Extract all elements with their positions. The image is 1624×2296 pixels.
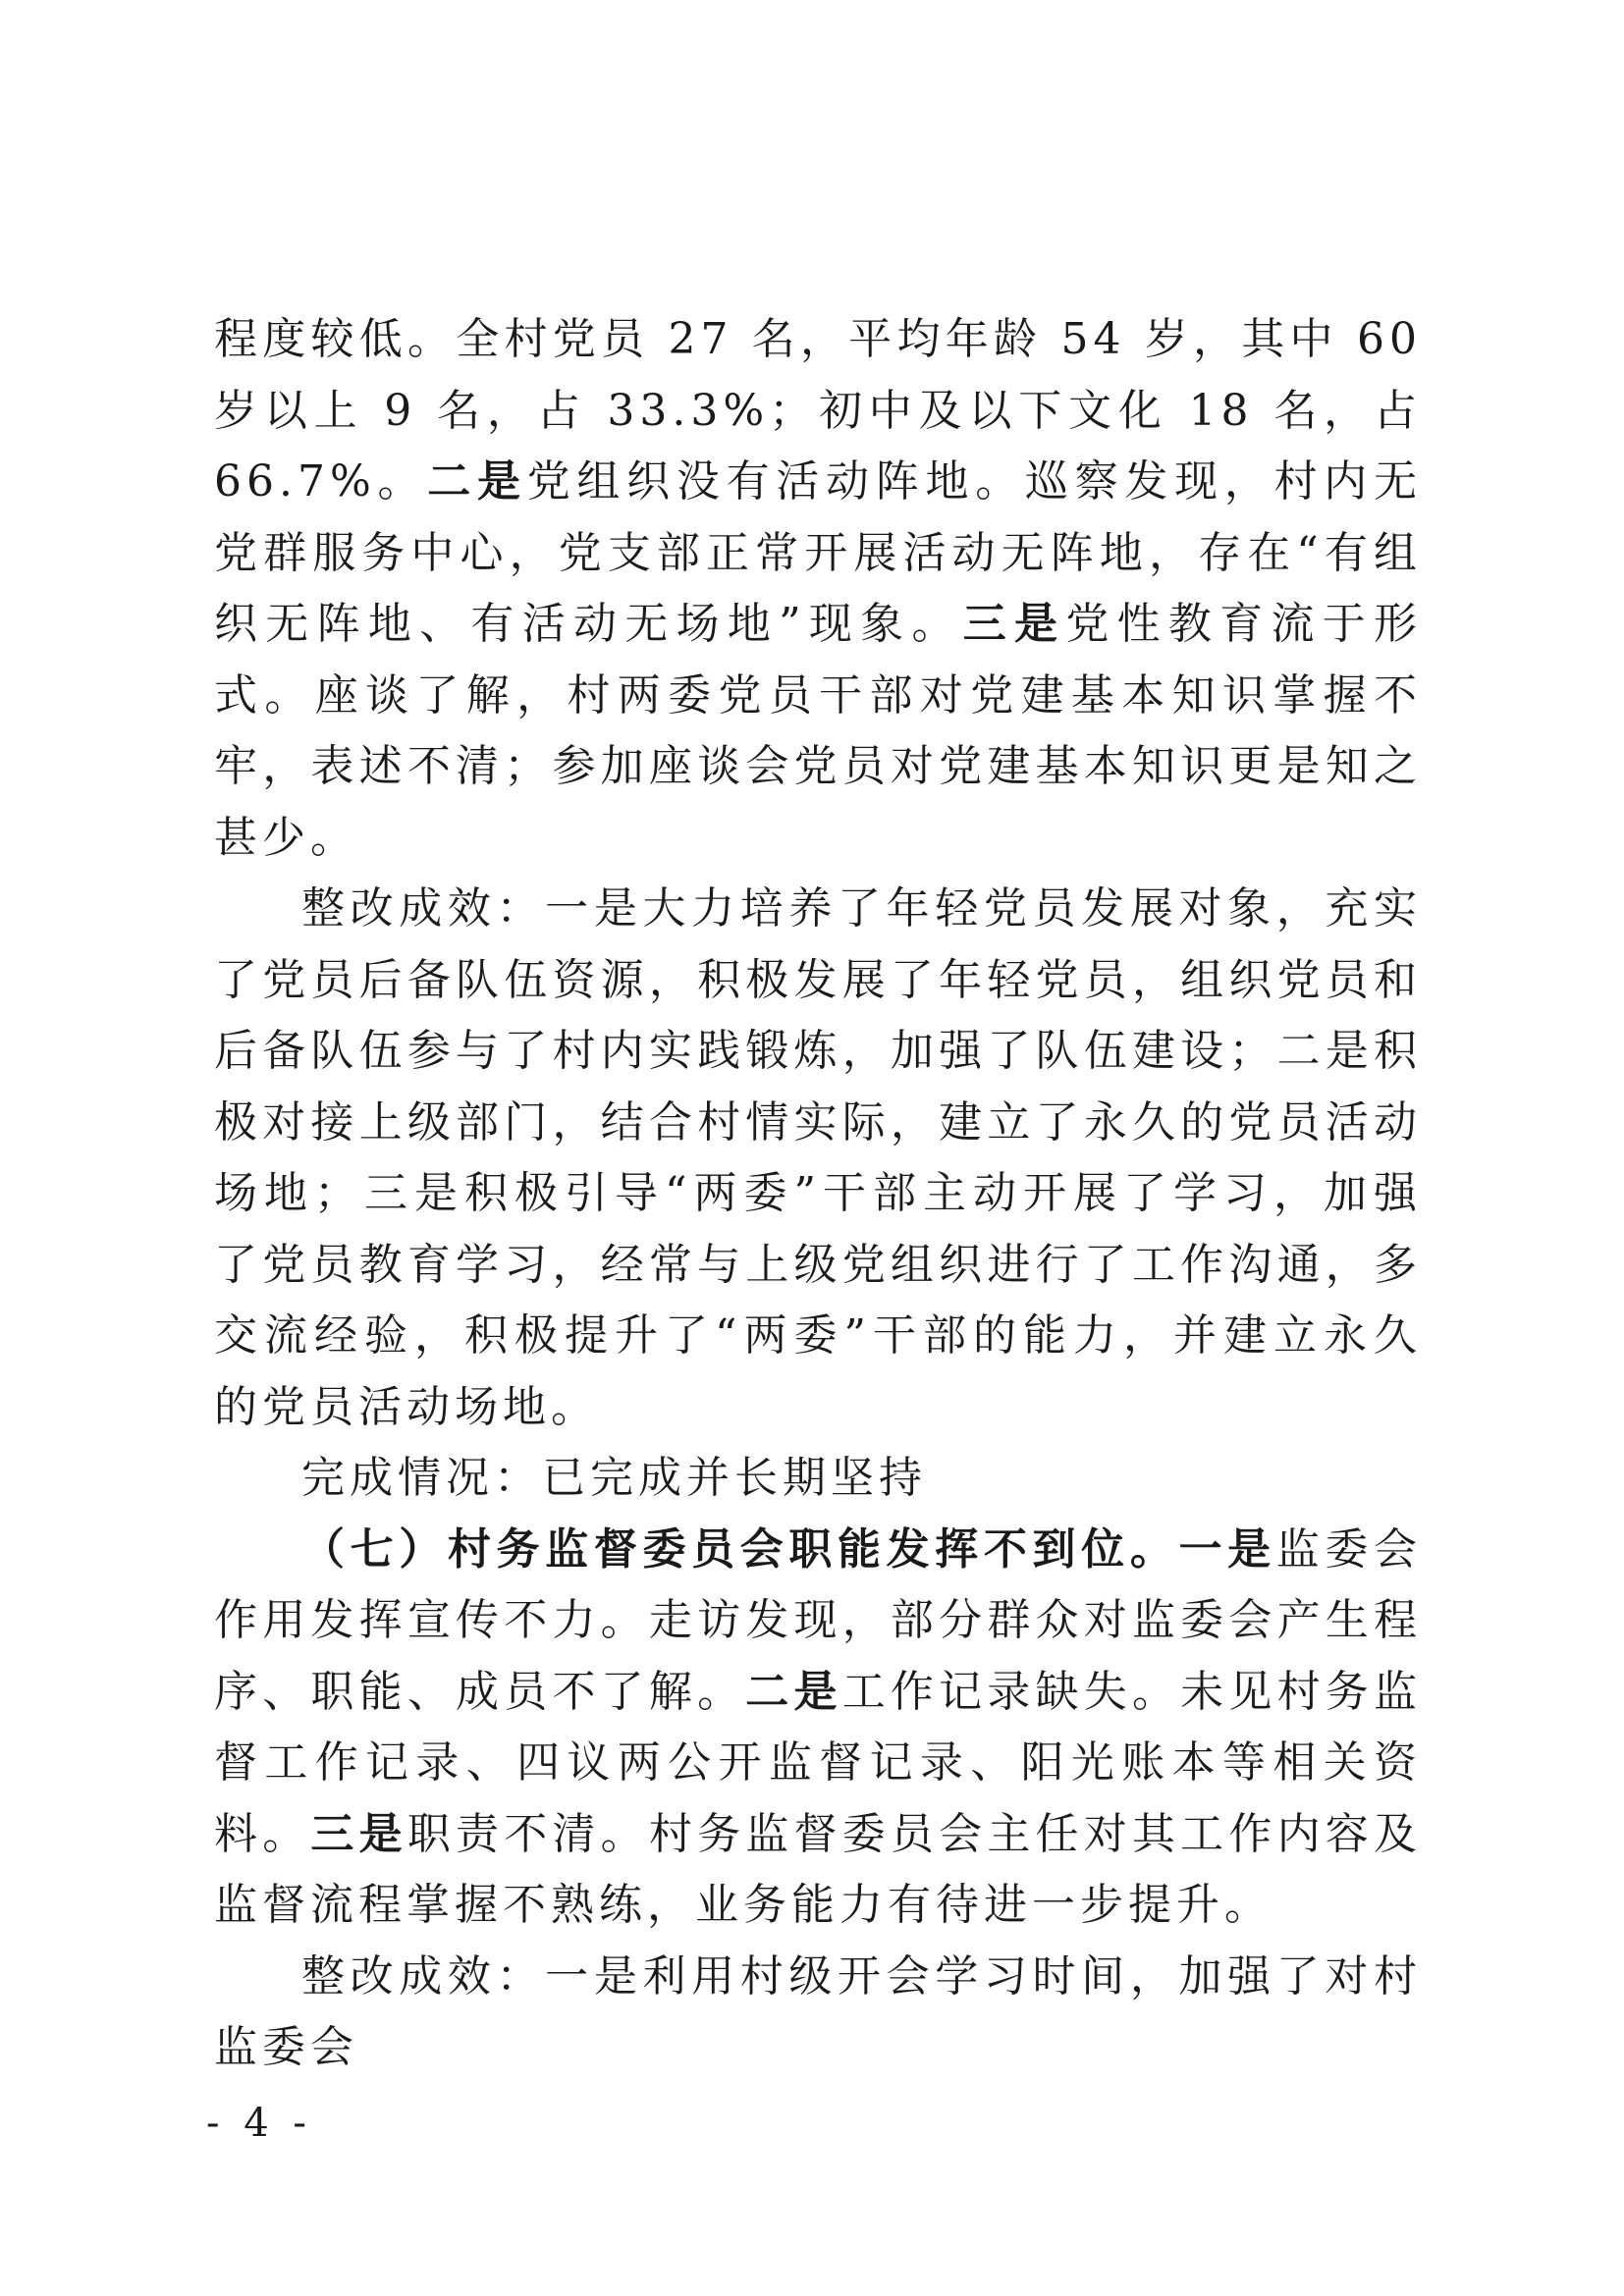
paragraph-rectification-results-2: 整改成效：一是利用村级开会学习时间，加强了对村监委会	[214, 1950, 1422, 2072]
bold-marker-second: 二是	[427, 456, 527, 507]
paragraph-section-seven	[214, 1515, 1422, 1942]
page-number: - 4 -	[206, 2101, 312, 2146]
paragraph-party-member-issues	[214, 304, 1422, 874]
paragraph-text: 党性教育流于形式。座谈了解，村两委党员干部对党建基本知识掌握不牢，表述不清；参加座谈会党员对党建基本知识更是知之甚少。	[214, 599, 1423, 863]
document-body	[214, 304, 1422, 2084]
paragraph-text: 程度较低。全村党员 27 名，平均年龄 54 岁，其中 60 岁以上 9 名，占 33.3%；初中及以下文化 18 名，占 66.7%。	[214, 314, 1422, 507]
section-heading: （七）村务监督委员会职能发挥不到位。	[301, 1523, 1179, 1575]
bold-marker-first: 一是	[1178, 1523, 1276, 1575]
paragraph-completion-status: 完成情况：已完成并长期坚持	[301, 1453, 927, 1503]
bold-marker-third: 三是	[962, 599, 1066, 649]
paragraph-text: 监委会作用发挥宣传不力。走访发现，部分群众对监委会产生程序、职能、成员不了解。	[214, 1523, 1423, 1717]
paragraph-text: 职责不清。村务监督委员会主任对其工作内容及监督流程掌握不熟练，业务能力有待进一步提升。	[214, 1808, 1423, 1930]
bold-marker-second: 二是	[745, 1666, 842, 1717]
paragraph-text: 工作记录缺失。未见村务监督工作记录、四议两公开监督记录、阳光账本等相关资料。	[214, 1666, 1423, 1859]
paragraph-text: 党组织没有活动阵地。巡察发现，村内无党群服务中心，党支部正常开展活动无阵地，存在“有组织无阵地、有活动无场地”现象。	[214, 456, 1423, 649]
paragraph-rectification-results: 整改成效：一是大力培养了年轻党员发展对象，充实了党员后备队伍资源，积极发展了年轻党员，组织党员和后备队伍参与了村内实践锻炼，加强了队伍建设；二是积极对接上级部门，结合村情实际，建立了永久的党员活动场地；三是积极引导“两委”干部主动开展了学习，加强了党员教育学习，经常与上级党组织进行了工作沟通，多交流经验，积极提升了“两委”干部的能力，并建立永久的党员活动场地。	[214, 883, 1422, 1432]
bold-marker-third: 三是	[310, 1808, 407, 1859]
